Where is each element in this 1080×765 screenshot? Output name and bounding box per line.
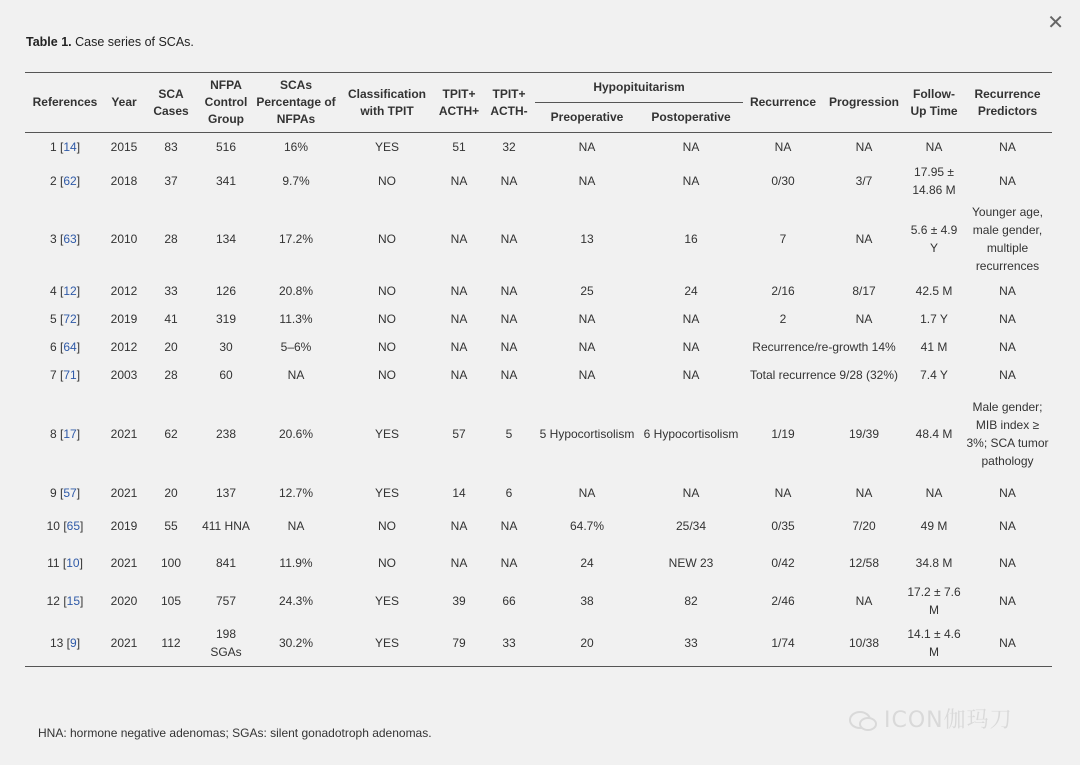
caption-label: Table 1. <box>26 35 72 49</box>
cell-sca-cases: 112 <box>143 621 199 667</box>
cell-nfpa-control: 30 <box>219 339 233 354</box>
citation-bracket: ] <box>76 339 81 354</box>
cell-followup: 7.4 Y <box>920 367 948 382</box>
cell-reference <box>25 389 105 479</box>
cell-tpit-acth-pos: 39 <box>452 593 466 608</box>
cell-postoperative: NA <box>682 173 700 188</box>
header-postoperative: Postoperative <box>639 103 743 133</box>
citation-link[interactable]: 72 <box>63 311 77 326</box>
cell-tpit-acth-neg: NA <box>500 518 518 533</box>
reference-number: 8 <box>49 426 57 441</box>
citation-bracket: [ <box>56 173 64 188</box>
header-nfpa-control: NFPA Control Group <box>199 73 253 133</box>
header-classification: Classification with TPIT <box>339 73 435 133</box>
watermark <box>848 703 1013 734</box>
table-container <box>25 72 1052 667</box>
cell-tpit-acth-neg: NA <box>500 283 518 298</box>
header-recurrence: Recurrence <box>743 73 823 133</box>
cell-predictors: NA <box>999 555 1016 570</box>
cell-reference <box>25 333 105 361</box>
citation-bracket: ] <box>80 518 84 533</box>
cell-postoperative: 25/34 <box>675 518 707 533</box>
cell-reference <box>25 479 105 507</box>
cell-predictors: NA <box>999 485 1016 500</box>
header-followup: Follow-Up Time <box>905 73 963 133</box>
citation-link[interactable]: 65 <box>66 518 81 533</box>
citation-bracket: ] <box>79 555 83 570</box>
cell-progression: 12/58 <box>848 555 880 570</box>
citation-bracket: [ <box>56 367 64 382</box>
cell-preoperative: NA <box>578 339 596 354</box>
cell-scas-percentage: 20.6% <box>278 426 314 441</box>
cell-year: 2015 <box>110 139 138 154</box>
cell-year: 2019 <box>110 518 138 533</box>
cell-preoperative: NA <box>578 485 596 500</box>
table-row <box>25 389 1052 479</box>
cell-classification: NO <box>378 283 396 298</box>
cell-sca-cases: 20 <box>164 485 178 500</box>
cell-postoperative: 33 <box>639 621 743 667</box>
header-references: References <box>25 73 105 133</box>
cell-scas-percentage: 20.8% <box>278 283 314 298</box>
header-year: Year <box>105 73 143 133</box>
cell-preoperative: 25 <box>580 283 594 298</box>
reference-number: 1 <box>49 139 57 154</box>
cell-recurrence: 0/42 <box>771 555 795 570</box>
cell-preoperative: 5 Hypocortisolism <box>539 426 635 441</box>
reference-number: 3 <box>49 231 57 246</box>
cell-tpit-acth-neg: NA <box>500 173 518 188</box>
cell-postoperative: NA <box>682 339 700 354</box>
cell-tpit-acth-pos: NA <box>450 283 468 298</box>
cell-reference <box>25 161 105 201</box>
table-row <box>25 479 1052 507</box>
cell-sca-cases: 28 <box>164 231 178 246</box>
cell-reference <box>25 133 105 161</box>
cell-year: 2018 <box>110 173 138 188</box>
cell-preoperative: 20 <box>535 621 639 667</box>
citation-link[interactable]: 57 <box>63 485 77 500</box>
cell-tpit-acth-pos: NA <box>450 173 468 188</box>
reference-number: 9 <box>49 485 57 500</box>
reference-number: 4 <box>49 283 57 298</box>
table-footnote: HNA: hormone negative adenomas; SGAs: silent gonadotroph adenomas. <box>38 726 432 740</box>
cell-year: 2003 <box>110 367 138 382</box>
cell-sca-cases: 28 <box>164 367 178 382</box>
cell-tpit-acth-neg: 33 <box>483 621 535 667</box>
cell-recurrence: 1/74 <box>743 621 823 667</box>
cell-postoperative: NA <box>682 485 700 500</box>
cell-progression: NA <box>855 231 873 246</box>
cell-predictors: NA <box>999 518 1016 533</box>
citation-bracket: ] <box>76 311 81 326</box>
cell-nfpa-control: 841 <box>215 555 237 570</box>
table-row <box>25 201 1052 277</box>
cell-progression: 3/7 <box>855 173 873 188</box>
citation-bracket: [ <box>56 231 64 246</box>
cell-nfpa-control: 238 <box>215 426 237 441</box>
cell-sca-cases: 100 <box>160 555 182 570</box>
citation-bracket: ] <box>76 173 81 188</box>
citation-bracket: [ <box>56 339 64 354</box>
citation-bracket: [ <box>56 426 64 441</box>
cell-tpit-acth-pos: 79 <box>435 621 483 667</box>
cell-predictors: Male gender; MIB index ≥ 3%; SCA tumor pathology <box>966 399 1049 468</box>
cell-followup: 14.1 ± 4.6 M <box>905 621 963 667</box>
cell-sca-cases: 62 <box>164 426 178 441</box>
cell-classification: NO <box>378 311 396 326</box>
citation-bracket: ] <box>76 139 81 154</box>
cell-preoperative: NA <box>578 367 596 382</box>
cell-followup: 41 M <box>920 339 948 354</box>
cell-tpit-acth-neg: 66 <box>502 593 516 608</box>
cell-classification: YES <box>374 485 399 500</box>
cell-followup: 34.8 M <box>915 555 953 570</box>
cell-followup: NA <box>925 485 943 500</box>
citation-link[interactable]: 63 <box>63 231 77 246</box>
cell-reference <box>25 305 105 333</box>
cell-year: 2012 <box>110 283 138 298</box>
cell-nfpa-control: 60 <box>219 367 233 382</box>
reference-number: 13 <box>49 636 64 651</box>
citation-bracket: ] <box>76 231 81 246</box>
cell-reference <box>25 201 105 277</box>
cell-reference <box>25 581 105 621</box>
cell-predictors: NA <box>999 593 1016 608</box>
table-row <box>25 545 1052 581</box>
citation-bracket: [ <box>56 283 64 298</box>
wechat-icon <box>848 710 878 732</box>
cell-predictors: NA <box>963 621 1052 667</box>
cell-progression: 19/39 <box>848 426 880 441</box>
watermark-text: ICON伽玛刀 <box>884 708 1013 733</box>
cell-year: 2021 <box>105 621 143 667</box>
citation-link[interactable]: 62 <box>63 173 77 188</box>
cell-preoperative: NA <box>578 311 596 326</box>
cell-progression: NA <box>855 139 873 154</box>
header-hypopituitarism: Hypopituitarism <box>535 73 743 103</box>
case-series-table <box>25 72 1052 667</box>
cell-postoperative: NA <box>682 367 700 382</box>
cell-scas-percentage: NA <box>287 518 305 533</box>
cell-classification: NO <box>378 231 396 246</box>
citation-link[interactable]: 71 <box>63 367 77 382</box>
cell-scas-percentage: 9.7% <box>282 173 310 188</box>
citation-bracket: [ <box>63 636 70 651</box>
cell-recurrence: 1/19 <box>771 426 795 441</box>
cell-sca-cases: 105 <box>160 593 182 608</box>
cell-followup: 42.5 M <box>915 283 953 298</box>
cell-year: 2021 <box>110 555 138 570</box>
caption-text: Case series of SCAs. <box>71 35 194 49</box>
cell-scas-percentage: 24.3% <box>278 593 314 608</box>
table-row <box>25 133 1052 161</box>
cell-recurrence: 7 <box>779 231 787 246</box>
table-row <box>25 621 1052 667</box>
cell-tpit-acth-neg: NA <box>500 367 518 382</box>
cell-recurrence: NA <box>774 485 792 500</box>
reference-number: 7 <box>49 367 57 382</box>
citation-bracket: [ <box>56 485 64 500</box>
table-body <box>25 133 1052 667</box>
cell-nfpa-control: 198 SGAs <box>199 621 253 667</box>
cell-scas-percentage: 11.3% <box>279 311 313 326</box>
cell-classification: YES <box>339 621 435 667</box>
cell-postoperative: 24 <box>684 283 698 298</box>
citation-link[interactable]: 10 <box>66 555 80 570</box>
table-row <box>25 507 1052 545</box>
header-tpit-acth-neg: TPIT+ ACTH- <box>483 73 535 133</box>
reference-number: 10 <box>46 518 60 533</box>
cell-progression: NA <box>855 485 873 500</box>
cell-predictors: NA <box>999 283 1016 298</box>
cell-postoperative: 16 <box>684 231 698 246</box>
cell-postoperative: 6 Hypocortisolism <box>643 426 739 441</box>
header-progression: Progression <box>823 73 905 133</box>
cell-classification: YES <box>374 139 399 154</box>
cell-nfpa-control: 134 <box>215 231 237 246</box>
citation-link[interactable]: 9 <box>70 636 77 651</box>
cell-recurrence: 2/16 <box>771 283 795 298</box>
cell-scas-percentage: 17.2% <box>278 231 314 246</box>
cell-scas-percentage: 11.9% <box>279 555 313 570</box>
cell-recurrence: 2/46 <box>771 593 795 608</box>
cell-preoperative: 13 <box>580 231 594 246</box>
cell-nfpa-control: 757 <box>215 593 237 608</box>
cell-scas-percentage: NA <box>287 367 305 382</box>
cell-progression: NA <box>855 311 873 326</box>
table-row <box>25 277 1052 305</box>
citation-bracket: [ <box>59 555 67 570</box>
cell-year: 2012 <box>110 339 138 354</box>
cell-progression: 8/17 <box>852 283 876 298</box>
cell-sca-cases: 20 <box>164 339 178 354</box>
table-row <box>25 305 1052 333</box>
cell-progression: 7/20 <box>852 518 876 533</box>
table-row <box>25 361 1052 389</box>
cell-nfpa-control: 126 <box>215 283 237 298</box>
cell-postoperative: NEW 23 <box>668 555 714 570</box>
cell-followup: NA <box>925 139 943 154</box>
cell-tpit-acth-neg: 5 <box>505 426 513 441</box>
cell-tpit-acth-pos: NA <box>450 518 468 533</box>
cell-reference <box>25 361 105 389</box>
cell-tpit-acth-neg: 32 <box>502 139 516 154</box>
cell-sca-cases: 55 <box>164 518 178 533</box>
cell-classification: NO <box>378 173 396 188</box>
cell-tpit-acth-neg: NA <box>500 231 518 246</box>
table-caption <box>26 35 194 49</box>
cell-recurrence-progression: Recurrence/re-growth 14% <box>752 339 896 354</box>
cell-recurrence-progression: Total recurrence 9/28 (32%) <box>749 367 899 382</box>
cell-classification: NO <box>378 555 396 570</box>
cell-classification: YES <box>374 426 399 441</box>
cell-reference <box>25 507 105 545</box>
citation-link[interactable]: 14 <box>63 139 77 154</box>
table-row <box>25 333 1052 361</box>
cell-sca-cases: 83 <box>164 139 178 154</box>
header-predictors: Recurrence Predictors <box>963 73 1052 133</box>
reference-number: 11 <box>47 555 60 570</box>
cell-followup: 17.95 ± 14.86 M <box>912 164 956 197</box>
cell-tpit-acth-neg: NA <box>500 339 518 354</box>
cell-preoperative: 64.7% <box>569 518 605 533</box>
cell-nfpa-control: 137 <box>215 485 237 500</box>
cell-followup: 17.2 ± 7.6 M <box>907 584 961 617</box>
cell-followup: 5.6 ± 4.9 Y <box>910 222 958 255</box>
cell-classification: NO <box>378 367 396 382</box>
cell-year: 2019 <box>110 311 138 326</box>
cell-progression: NA <box>855 593 873 608</box>
cell-predictors: NA <box>999 139 1016 154</box>
cell-tpit-acth-pos: 57 <box>452 426 466 441</box>
citation-link[interactable]: 17 <box>63 426 77 441</box>
cell-preoperative: 24 <box>580 555 594 570</box>
cell-followup: 48.4 M <box>915 426 953 441</box>
table-row <box>25 581 1052 621</box>
cell-preoperative: NA <box>578 173 596 188</box>
cell-predictors: NA <box>999 173 1016 188</box>
table-header <box>25 73 1052 133</box>
cell-postoperative: NA <box>682 311 700 326</box>
cell-year: 2021 <box>110 485 138 500</box>
cell-classification: NO <box>378 339 396 354</box>
cell-nfpa-control: 341 <box>215 173 237 188</box>
citation-bracket: [ <box>59 518 67 533</box>
reference-number: 6 <box>49 339 57 354</box>
citation-bracket: ] <box>76 636 81 651</box>
cell-sca-cases: 37 <box>164 173 178 188</box>
cell-year: 2021 <box>110 426 138 441</box>
cell-preoperative: 38 <box>580 593 594 608</box>
citation-bracket: [ <box>56 139 64 154</box>
cell-progression: 10/38 <box>823 621 905 667</box>
cell-recurrence: NA <box>774 139 792 154</box>
cell-reference <box>25 621 105 667</box>
cell-postoperative: NA <box>682 139 700 154</box>
cell-scas-percentage: 12.7% <box>278 485 314 500</box>
cell-nfpa-control: 411 HNA <box>202 518 250 533</box>
cell-year: 2010 <box>110 231 138 246</box>
citation-bracket: ] <box>76 426 81 441</box>
cell-tpit-acth-neg: 6 <box>505 485 513 500</box>
cell-tpit-acth-pos: NA <box>450 555 468 570</box>
table-row <box>25 161 1052 201</box>
cell-reference <box>25 545 105 581</box>
citation-link[interactable]: 64 <box>63 339 77 354</box>
cell-postoperative: 82 <box>684 593 698 608</box>
cell-year: 2020 <box>110 593 138 608</box>
cell-tpit-acth-neg: NA <box>500 555 518 570</box>
citation-bracket: ] <box>80 593 84 608</box>
cell-recurrence: 0/35 <box>771 518 795 533</box>
citation-bracket: ] <box>76 283 81 298</box>
header-tpit-acth-pos: TPIT+ ACTH+ <box>435 73 483 133</box>
header-sca-cases: SCA Cases <box>143 73 199 133</box>
cell-reference <box>25 277 105 305</box>
cell-nfpa-control: 319 <box>215 311 237 326</box>
cell-tpit-acth-pos: NA <box>450 311 468 326</box>
cell-tpit-acth-neg: NA <box>500 311 518 326</box>
citation-bracket: ] <box>76 485 81 500</box>
cell-tpit-acth-pos: 51 <box>452 139 466 154</box>
cell-sca-cases: 41 <box>164 311 178 326</box>
cell-predictors: Younger age, male gender, multiple recurrences <box>972 204 1043 273</box>
cell-scas-percentage: 16% <box>283 139 309 154</box>
cell-nfpa-control: 516 <box>215 139 237 154</box>
cell-predictors: NA <box>999 339 1016 354</box>
cell-tpit-acth-pos: NA <box>450 339 468 354</box>
cell-followup: 49 M <box>920 518 948 533</box>
cell-tpit-acth-pos: 14 <box>452 485 466 500</box>
cell-scas-percentage: 5–6% <box>280 339 312 354</box>
close-icon[interactable]: ✕ <box>1047 10 1064 34</box>
citation-bracket: [ <box>56 311 64 326</box>
cell-tpit-acth-pos: NA <box>450 367 468 382</box>
cell-sca-cases: 33 <box>164 283 178 298</box>
reference-number: 5 <box>49 311 57 326</box>
cell-predictors: NA <box>999 311 1016 326</box>
cell-tpit-acth-pos: NA <box>450 231 468 246</box>
cell-classification: NO <box>378 518 396 533</box>
cell-recurrence: 2 <box>779 311 787 326</box>
cell-recurrence: 0/30 <box>771 173 795 188</box>
header-preoperative: Preoperative <box>535 103 639 133</box>
header-scas-percentage: SCAs Percentage of NFPAs <box>253 73 339 133</box>
citation-link[interactable]: 15 <box>66 593 81 608</box>
cell-followup: 1.7 Y <box>920 311 948 326</box>
reference-number: 12 <box>46 593 60 608</box>
citation-link[interactable]: 12 <box>63 283 77 298</box>
cell-scas-percentage: 30.2% <box>253 621 339 667</box>
citation-bracket: [ <box>59 593 67 608</box>
citation-bracket: ] <box>76 367 81 382</box>
cell-predictors: NA <box>999 367 1016 382</box>
cell-preoperative: NA <box>578 139 596 154</box>
reference-number: 2 <box>49 173 57 188</box>
cell-classification: YES <box>374 593 399 608</box>
